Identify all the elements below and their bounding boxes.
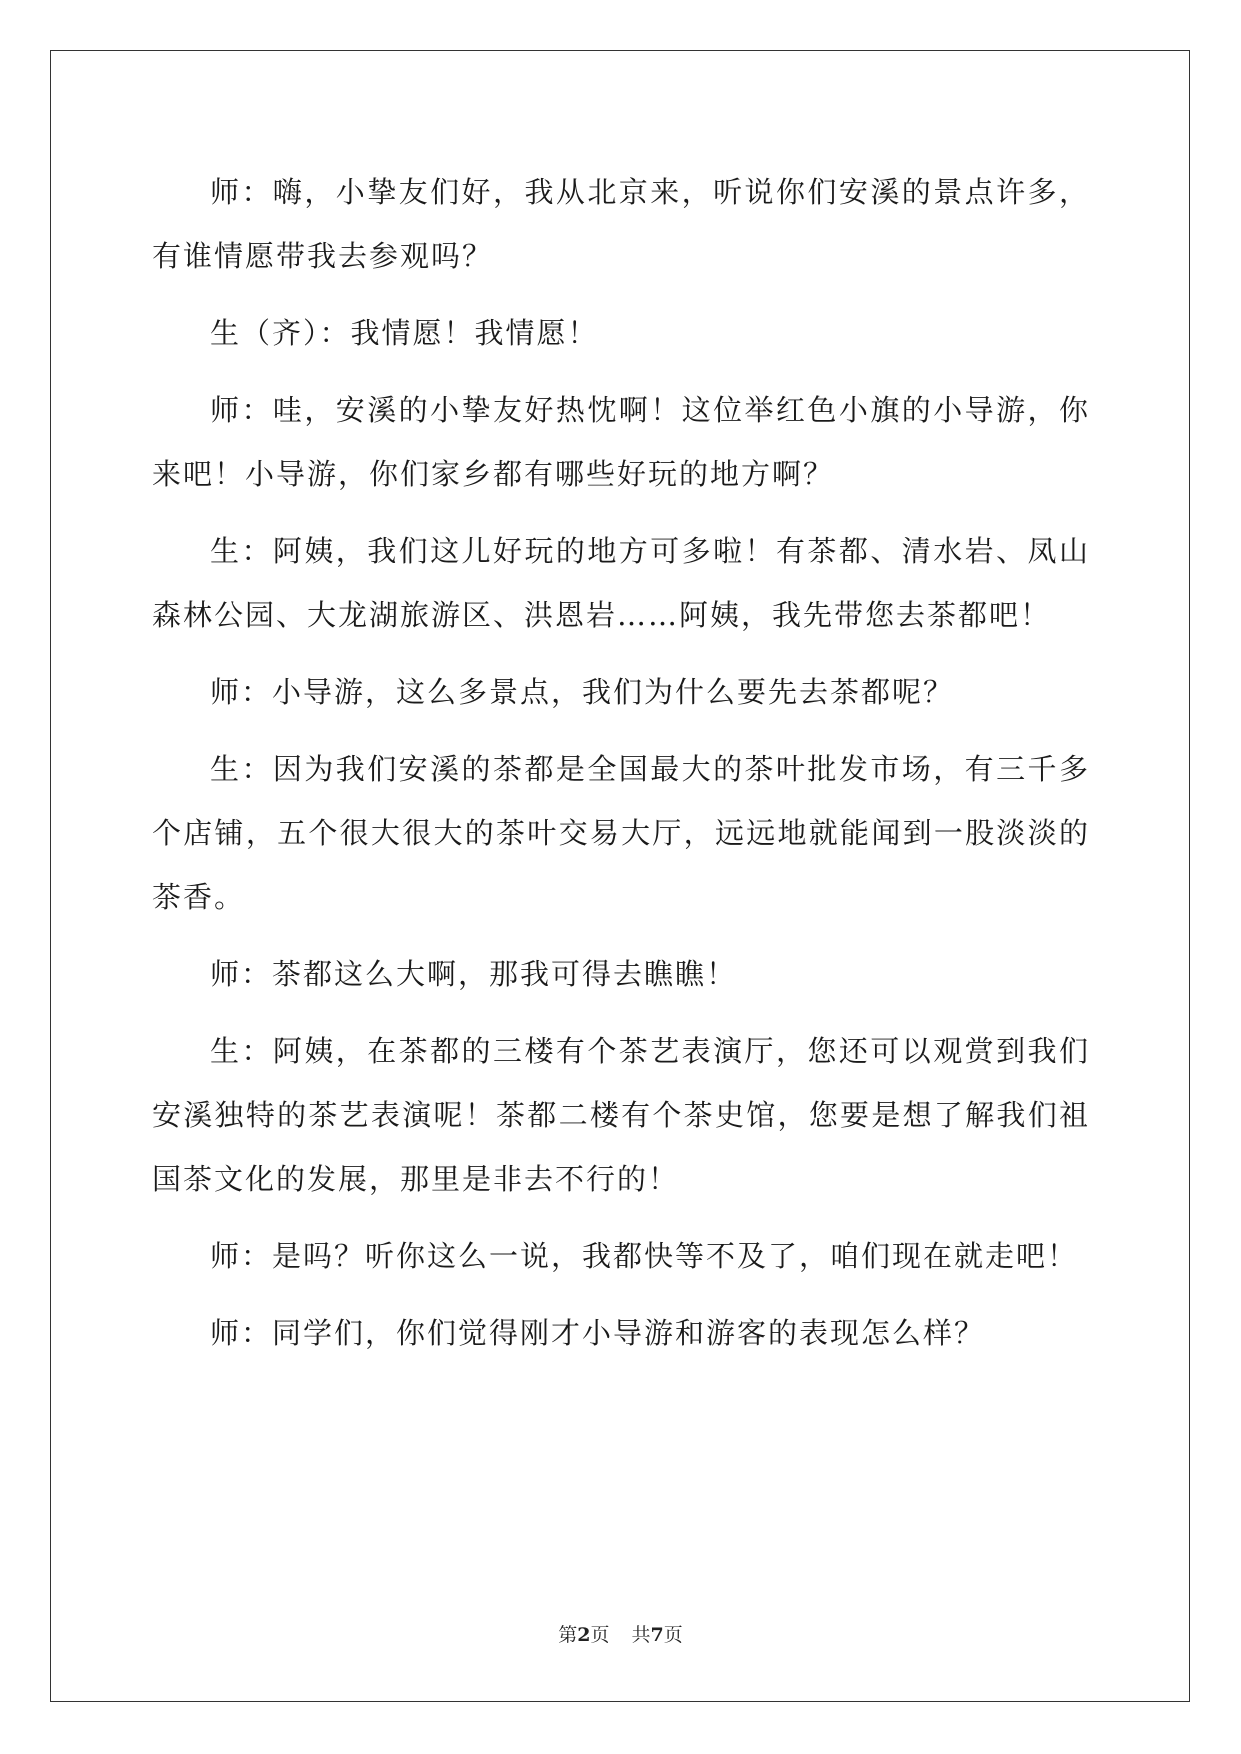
current-page: 2 — [577, 1624, 591, 1646]
total-suffix: 页 — [663, 1624, 683, 1646]
page-number — [558, 1624, 609, 1646]
paragraph-1: 师：嗨，小挚友们好，我从北京来，听说你们安溪的景点许多，有谁情愿带我去参观吗？ — [152, 175, 1090, 273]
page-total — [632, 1624, 683, 1646]
page-footer — [0, 1620, 1241, 1647]
page-suffix: 页 — [590, 1624, 610, 1646]
paragraph-10: 师：同学们，你们觉得刚才小导游和游客的表现怎么样？ — [210, 1316, 986, 1350]
paragraph-8: 生：阿姨，在茶都的三楼有个茶艺表演厅，您还可以观赏到我们安溪独特的茶艺表演呢！茶都二楼有个茶史馆，您要是想了解我们祖国茶文化的发展，那里是非去不行的！ — [152, 1034, 1090, 1196]
paragraph-2: 生（齐）：我情愿！我情愿！ — [210, 316, 599, 350]
total-pages: 7 — [650, 1624, 664, 1646]
paragraph-9: 师：是吗？听你这么一说，我都快等不及了，咱们现在就走吧！ — [210, 1239, 1079, 1273]
paragraph-5: 师：小导游，这么多景点，我们为什么要先去茶都呢？ — [210, 675, 955, 709]
page-prefix: 第 — [558, 1624, 578, 1646]
paragraph-6: 生：因为我们安溪的茶都是全国最大的茶叶批发市场，有三千多个店铺，五个很大很大的茶叶交易大厅，远远地就能闻到一股淡淡的茶香。 — [152, 752, 1090, 914]
document-body — [152, 160, 1090, 1378]
total-prefix: 共 — [631, 1624, 651, 1646]
paragraph-3: 师：哇，安溪的小挚友好热忱啊！这位举红色小旗的小导游，你来吧！小导游，你们家乡都有哪些好玩的地方啊？ — [152, 393, 1090, 491]
paragraph-7: 师：茶都这么大啊，那我可得去瞧瞧！ — [210, 957, 738, 991]
paragraph-4: 生：阿姨，我们这儿好玩的地方可多啦！有茶都、清水岩、凤山森林公园、大龙湖旅游区、洪恩岩……阿姨，我先带您去茶都吧！ — [152, 534, 1090, 632]
